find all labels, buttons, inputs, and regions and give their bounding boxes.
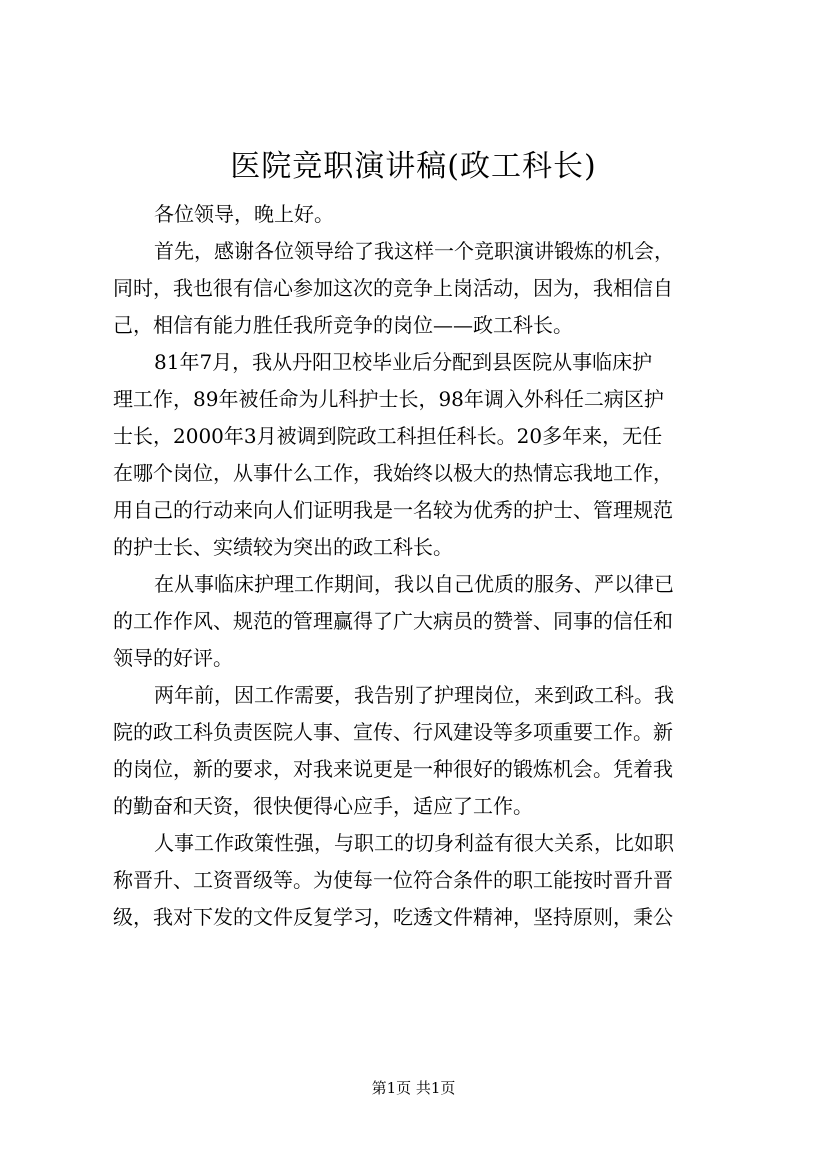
text-line: 士长，2000年3月被调到院政工科担任科长。20多年来，无任: [113, 424, 663, 448]
text-line: 首先，感谢各位领导给了我这样一个竞职演讲锻炼的机会，: [154, 239, 674, 263]
paragraph: [113, 233, 741, 344]
text-line: 己，相信有能力胜任我所竞争的岗位——政工科长。: [113, 313, 573, 337]
text-line: 理工作，89年被任命为儿科护士长，98年调入外科任二病区护: [113, 387, 664, 411]
document-body: [113, 196, 741, 936]
paragraph: [113, 677, 741, 825]
text-line: 的勤奋和天资，很快便得心应手，适应了工作。: [113, 794, 533, 818]
page-footer: 第1页 共1页: [371, 1079, 456, 1097]
document-title: 医院竞职演讲稿(政工科长): [230, 149, 597, 184]
paragraph: [113, 566, 741, 677]
paragraph: [113, 196, 741, 233]
text-line: 81年7月，我从丹阳卫校毕业后分配到县医院从事临床护: [154, 350, 653, 374]
text-line: 人事工作政策性强，与职工的切身利益有很大关系，比如职: [154, 831, 674, 855]
text-line: 两年前，因工作需要，我告别了护理岗位，来到政工科。我: [154, 683, 674, 707]
text-line: 同时，我也很有信心参加这次的竞争上岗活动，因为，我相信自: [113, 276, 673, 300]
text-line: 的岗位，新的要求，对我来说更是一种很好的锻炼机会。凭着我: [113, 757, 673, 781]
text-line: 的护士长、实绩较为突出的政工科长。: [113, 535, 453, 559]
paragraph: [113, 825, 741, 936]
text-line: 在从事临床护理工作期间，我以自己优质的服务、严以律已: [154, 572, 674, 596]
text-line: 在哪个岗位，从事什么工作，我始终以极大的热情忘我地工作，: [113, 461, 673, 485]
text-line: 各位领导，晚上好。: [154, 202, 334, 226]
paragraph: [113, 344, 741, 566]
text-line: 领导的好评。: [113, 646, 233, 670]
text-line: 院的政工科负责医院人事、宣传、行风建设等多项重要工作。新: [113, 720, 673, 744]
text-line: 称晋升、工资晋级等。为使每一位符合条件的职工能按时晋升晋: [113, 868, 673, 892]
text-line: 的工作作风、规范的管理赢得了广大病员的赞誉、同事的信任和: [113, 609, 673, 633]
text-line: 级，我对下发的文件反复学习，吃透文件精神，坚持原则，秉公: [113, 905, 673, 929]
text-line: 用自己的行动来向人们证明我是一名较为优秀的护士、管理规范: [113, 498, 673, 522]
